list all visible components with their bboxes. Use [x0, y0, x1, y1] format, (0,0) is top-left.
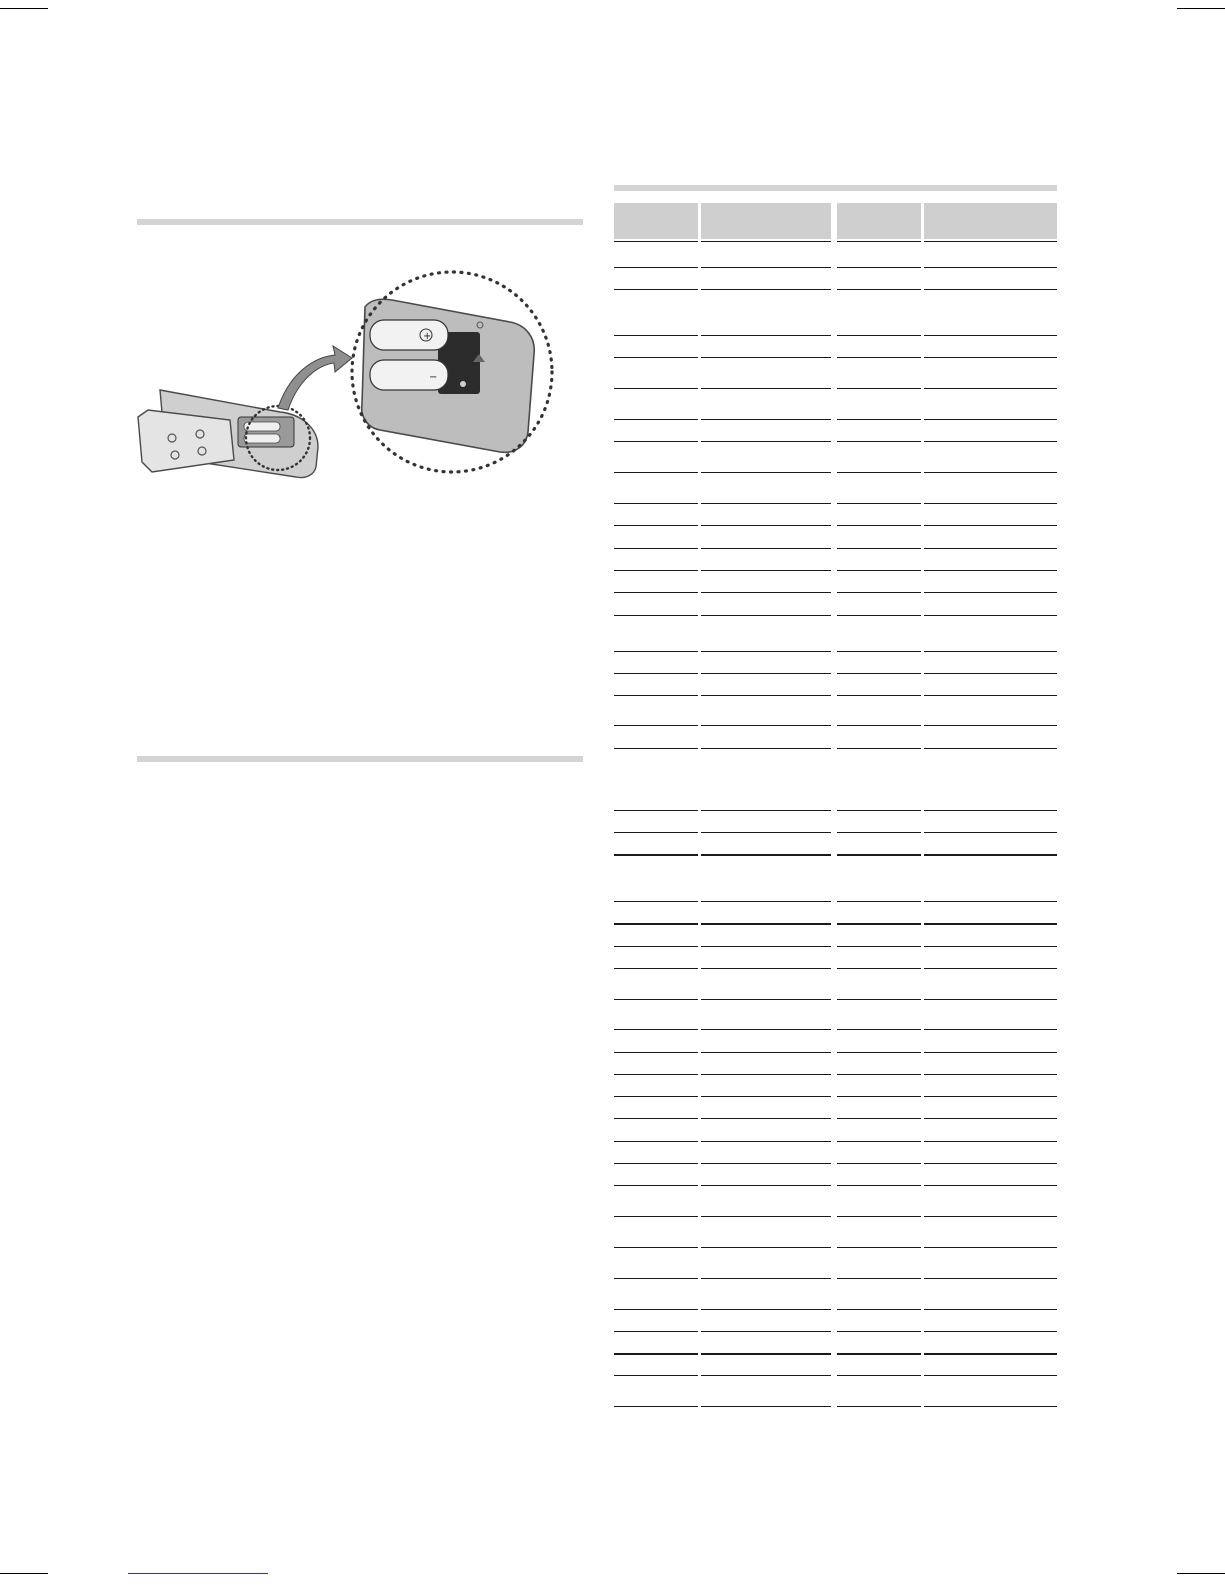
table-row-separator: [701, 695, 831, 696]
table-row-separator: [924, 388, 1057, 389]
table-row-separator: [701, 1375, 831, 1376]
code-table: [614, 203, 1057, 1413]
table-row-separator: [837, 1331, 921, 1332]
table-row-separator: [614, 1185, 698, 1186]
table-row-separator: [614, 901, 698, 902]
table-row-separator: [614, 357, 698, 358]
table-row-separator: [701, 1118, 831, 1119]
table-row-separator: [701, 335, 831, 336]
table-row-separator: [614, 854, 698, 856]
table-row-separator: [924, 1375, 1057, 1376]
table-row-separator: [924, 1353, 1057, 1355]
table-row-separator: [614, 1052, 698, 1053]
table-row-separator: [837, 832, 921, 833]
table-row-separator: [614, 472, 698, 473]
table-row-separator: [837, 1185, 921, 1186]
table-row-separator: [614, 1278, 698, 1279]
table-row-separator: [924, 1216, 1057, 1217]
section-rule-battery: [137, 219, 583, 225]
table-row-separator: [701, 1406, 831, 1407]
table-row-separator: [701, 289, 831, 290]
table-row-separator: [924, 615, 1057, 616]
table-row-separator: [924, 1247, 1057, 1248]
table-row-separator: [837, 1353, 921, 1355]
table-row-separator: [701, 241, 831, 242]
table-row-separator: [924, 267, 1057, 268]
table-row-separator: [614, 1375, 698, 1376]
table-row-separator: [924, 548, 1057, 549]
svg-text:−: −: [429, 372, 438, 383]
crop-mark-top-left: [0, 8, 48, 9]
table-row-separator: [614, 615, 698, 616]
table-row-separator: [614, 968, 698, 969]
table-row-separator: [837, 615, 921, 616]
table-row-separator: [614, 1141, 698, 1142]
table-row-separator: [837, 388, 921, 389]
table-row-separator: [614, 725, 698, 726]
table-row-separator: [614, 651, 698, 652]
table-row-separator: [701, 1331, 831, 1332]
table-row-separator: [924, 725, 1057, 726]
table-row-separator: [924, 1074, 1057, 1075]
table-row-separator: [837, 335, 921, 336]
table-row-separator: [701, 1096, 831, 1097]
crop-mark-top-right: [1177, 8, 1225, 9]
table-row-separator: [837, 1052, 921, 1053]
table-row-separator: [924, 832, 1057, 833]
table-row-separator: [614, 1029, 698, 1030]
table-row-separator: [924, 357, 1057, 358]
table-row-separator: [924, 419, 1057, 420]
table-row-separator: [837, 1141, 921, 1142]
table-row-separator: [837, 810, 921, 811]
table-row-separator: [701, 901, 831, 902]
table-row-separator: [701, 1052, 831, 1053]
table-row-separator: [924, 241, 1057, 242]
table-row-separator: [924, 1141, 1057, 1142]
table-row-separator: [614, 1118, 698, 1119]
table-row-separator: [837, 1309, 921, 1310]
table-row-separator: [837, 289, 921, 290]
table-row-separator: [924, 923, 1057, 925]
table-row-separator: [614, 241, 698, 242]
table-row-separator: [614, 419, 698, 420]
table-row-separator: [837, 548, 921, 549]
table-row-separator: [701, 503, 831, 504]
table-header-cell: [701, 203, 831, 239]
table-header-cell: [614, 203, 698, 239]
footer-link-underline[interactable]: [128, 1573, 268, 1574]
table-row-separator: [837, 1029, 921, 1030]
table-row-separator: [701, 725, 831, 726]
table-row-separator: [924, 525, 1057, 526]
table-row-separator: [701, 615, 831, 616]
table-row-separator: [924, 968, 1057, 969]
table-row-separator: [837, 923, 921, 925]
table-row-separator: [924, 1118, 1057, 1119]
table-row-separator: [701, 1141, 831, 1142]
table-row-separator: [701, 810, 831, 811]
table-row-separator: [837, 1406, 921, 1407]
table-row-separator: [837, 901, 921, 902]
table-row-separator: [924, 441, 1057, 442]
table-row-separator: [614, 503, 698, 504]
table-row-separator: [924, 503, 1057, 504]
table-row-separator: [924, 673, 1057, 674]
table-row-separator: [701, 1309, 831, 1310]
table-row-separator: [924, 651, 1057, 652]
table-row-separator: [614, 1247, 698, 1248]
table-row-separator: [701, 1185, 831, 1186]
table-row-separator: [837, 503, 921, 504]
table-row-separator: [614, 946, 698, 947]
table-row-separator: [837, 1096, 921, 1097]
table-row-separator: [924, 1096, 1057, 1097]
table-row-separator: [837, 673, 921, 674]
table-row-separator: [701, 419, 831, 420]
table-row-separator: [701, 570, 831, 571]
table-row-separator: [701, 1163, 831, 1164]
table-row-separator: [701, 832, 831, 833]
table-row-separator: [614, 1163, 698, 1164]
table-row-separator: [614, 695, 698, 696]
table-row-separator: [924, 999, 1057, 1000]
table-row-separator: [614, 999, 698, 1000]
table-row-separator: [924, 472, 1057, 473]
table-row-separator: [837, 592, 921, 593]
table-row-separator: [837, 1163, 921, 1164]
table-row-separator: [614, 289, 698, 290]
table-row-separator: [701, 267, 831, 268]
table-row-separator: [837, 651, 921, 652]
table-row-separator: [614, 1353, 698, 1355]
table-row-separator: [701, 525, 831, 526]
table-row-separator: [837, 1278, 921, 1279]
table-row-separator: [614, 1096, 698, 1097]
table-row-separator: [701, 1278, 831, 1279]
table-row-separator: [837, 241, 921, 242]
table-row-separator: [837, 748, 921, 749]
table-row-separator: [837, 1074, 921, 1075]
table-row-separator: [701, 1216, 831, 1217]
table-row-separator: [924, 854, 1057, 856]
table-row-separator: [837, 357, 921, 358]
table-row-separator: [837, 1247, 921, 1248]
battery-installation-illustration: [130, 262, 560, 492]
table-row-separator: [614, 923, 698, 925]
table-row-separator: [701, 1247, 831, 1248]
table-row-separator: [614, 1331, 698, 1332]
table-row-separator: [837, 695, 921, 696]
table-row-separator: [701, 968, 831, 969]
table-row-separator: [924, 946, 1057, 947]
table-row-separator: [924, 901, 1057, 902]
table-row-separator: [701, 548, 831, 549]
svg-text:+: +: [423, 331, 432, 342]
table-row-separator: [701, 999, 831, 1000]
table-row-separator: [614, 1216, 698, 1217]
table-row-separator: [924, 289, 1057, 290]
table-row-separator: [837, 1118, 921, 1119]
table-row-separator: [924, 1406, 1057, 1407]
table-row-separator: [701, 357, 831, 358]
table-row-separator: [924, 335, 1057, 336]
table-row-separator: [701, 1353, 831, 1355]
table-row-separator: [614, 570, 698, 571]
table-row-separator: [614, 548, 698, 549]
crop-mark-bottom-left: [0, 1573, 48, 1574]
table-row-separator: [924, 1185, 1057, 1186]
table-row-separator: [924, 695, 1057, 696]
table-row-separator: [701, 388, 831, 389]
table-row-separator: [837, 472, 921, 473]
table-row-separator: [614, 810, 698, 811]
table-row-separator: [701, 923, 831, 925]
table-row-separator: [924, 748, 1057, 749]
table-row-separator: [837, 1216, 921, 1217]
table-row-separator: [924, 1052, 1057, 1053]
table-row-separator: [614, 1074, 698, 1075]
table-row-separator: [924, 592, 1057, 593]
table-row-separator: [701, 748, 831, 749]
table-row-separator: [701, 592, 831, 593]
table-row-separator: [701, 673, 831, 674]
table-row-separator: [701, 1074, 831, 1075]
table-row-separator: [924, 1163, 1057, 1164]
table-row-separator: [614, 832, 698, 833]
table-row-separator: [924, 1029, 1057, 1030]
table-row-separator: [614, 673, 698, 674]
table-row-separator: [614, 748, 698, 749]
table-row-separator: [614, 267, 698, 268]
table-row-separator: [924, 1331, 1057, 1332]
table-row-separator: [837, 419, 921, 420]
table-row-separator: [614, 388, 698, 389]
crop-mark-bottom-right: [1177, 1573, 1225, 1574]
table-row-separator: [924, 810, 1057, 811]
table-row-separator: [701, 651, 831, 652]
table-row-separator: [837, 725, 921, 726]
table-row-separator: [837, 267, 921, 268]
table-header-cell: [924, 203, 1057, 239]
table-row-separator: [614, 441, 698, 442]
table-row-separator: [701, 441, 831, 442]
table-row-separator: [924, 570, 1057, 571]
table-row-separator: [614, 1309, 698, 1310]
table-row-separator: [837, 854, 921, 856]
table-row-separator: [837, 1375, 921, 1376]
table-row-separator: [701, 854, 831, 856]
table-row-separator: [837, 570, 921, 571]
table-row-separator: [837, 999, 921, 1000]
table-header-cell: [837, 203, 921, 239]
table-row-separator: [924, 1278, 1057, 1279]
table-row-separator: [701, 1029, 831, 1030]
table-row-separator: [701, 472, 831, 473]
table-row-separator: [837, 946, 921, 947]
table-row-separator: [614, 335, 698, 336]
table-row-separator: [614, 525, 698, 526]
table-row-separator: [614, 1406, 698, 1407]
table-row-separator: [837, 525, 921, 526]
table-row-separator: [837, 441, 921, 442]
table-row-separator: [837, 968, 921, 969]
table-row-separator: [701, 946, 831, 947]
section-rule-code-table: [614, 185, 1057, 191]
table-row-separator: [924, 1309, 1057, 1310]
section-rule-second: [137, 756, 583, 762]
table-row-separator: [614, 592, 698, 593]
